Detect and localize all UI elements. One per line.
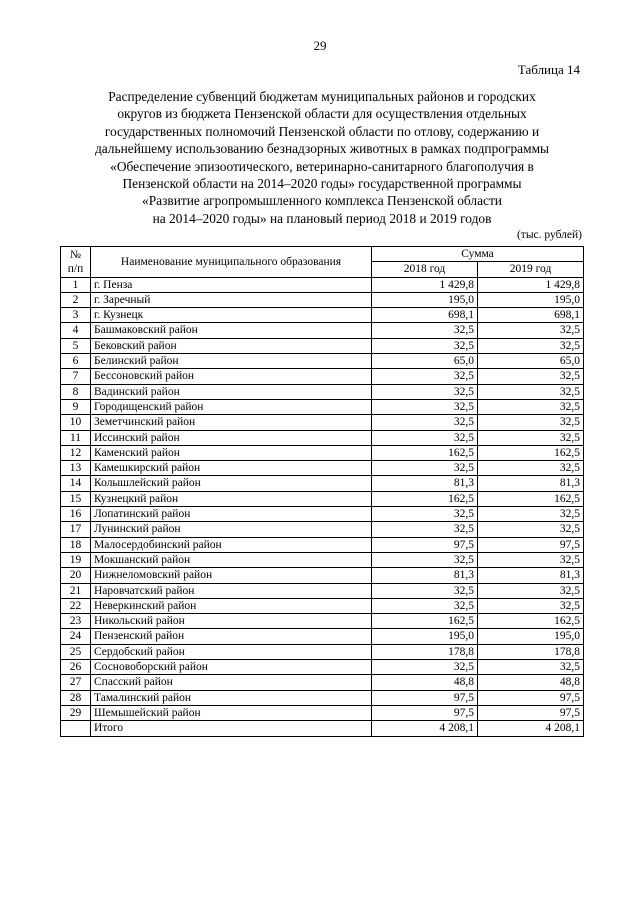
table-row [61,308,584,323]
row-value-2018: 32,5 [372,552,478,567]
row-name: Вадинский район [91,384,372,399]
row-value-2019: 162,5 [478,491,584,506]
row-value-2018: 48,8 [372,675,478,690]
table-row [61,705,584,720]
table-row [61,598,584,613]
row-value-2019: 81,3 [478,476,584,491]
row-value-2019: 1 429,8 [478,277,584,292]
row-name: Итого [91,721,372,736]
row-number: 7 [61,369,91,384]
row-name: Земетчинский район [91,415,372,430]
header-name: Наименование муниципального образования [91,247,372,278]
row-name: Никольский район [91,614,372,629]
row-value-2018: 97,5 [372,705,478,720]
row-name: г. Заречный [91,292,372,307]
row-value-2018: 1 429,8 [372,277,478,292]
row-number: 16 [61,507,91,522]
table-row [61,292,584,307]
row-number: 17 [61,522,91,537]
row-name: Городищенский район [91,399,372,414]
table-row [61,583,584,598]
row-value-2018: 32,5 [372,583,478,598]
row-name: Малосердобинский район [91,537,372,552]
row-value-2019: 178,8 [478,644,584,659]
row-value-2018: 195,0 [372,292,478,307]
row-value-2018: 32,5 [372,338,478,353]
row-number [61,721,91,736]
row-value-2018: 97,5 [372,537,478,552]
table-body [61,277,584,736]
row-name: Камешкирский район [91,461,372,476]
row-number: 5 [61,338,91,353]
table-row [61,552,584,567]
row-value-2018: 32,5 [372,507,478,522]
row-name: Каменский район [91,445,372,460]
table-row [61,537,584,552]
row-value-2018: 178,8 [372,644,478,659]
table-row [61,660,584,675]
title-line: Пензенской области на 2014–2020 годы» государственной программы [122,176,522,192]
row-number: 15 [61,491,91,506]
row-value-2018: 195,0 [372,629,478,644]
title-line: Распределение субвенций бюджетам муниципальных районов и городских [108,89,536,104]
row-value-2018: 162,5 [372,445,478,460]
row-name: Нижнеломовский район [91,568,372,583]
document-title [62,88,582,227]
table-label: Таблица 14 [517,62,580,77]
table-row [61,614,584,629]
row-name: Кузнецкий район [91,491,372,506]
row-number: 21 [61,583,91,598]
table-row [61,476,584,491]
table-row [61,384,584,399]
row-number: 3 [61,308,91,323]
row-value-2018: 32,5 [372,415,478,430]
row-value-2019: 48,8 [478,675,584,690]
row-name: Неверкинский район [91,598,372,613]
units-label: (тыс. рублей) [516,229,582,241]
row-number: 11 [61,430,91,445]
row-number: 20 [61,568,91,583]
subvention-table [60,246,584,737]
row-number: 24 [61,629,91,644]
table-row [61,445,584,460]
row-value-2018: 32,5 [372,660,478,675]
row-value-2018: 32,5 [372,461,478,476]
row-value-2019: 81,3 [478,568,584,583]
row-value-2019: 32,5 [478,583,584,598]
table-row [61,277,584,292]
row-name: Наровчатский район [91,583,372,598]
row-value-2018: 32,5 [372,323,478,338]
row-number: 13 [61,461,91,476]
row-value-2018: 32,5 [372,430,478,445]
row-number: 29 [61,705,91,720]
row-number: 4 [61,323,91,338]
row-number: 23 [61,614,91,629]
row-number: 22 [61,598,91,613]
row-value-2019: 32,5 [478,660,584,675]
row-name: Бессоновский район [91,369,372,384]
table-row [61,461,584,476]
page-number: 29 [313,38,327,53]
row-name: Пензенский район [91,629,372,644]
row-value-2018: 162,5 [372,614,478,629]
row-name: Тамалинский район [91,690,372,705]
row-value-2019: 32,5 [478,323,584,338]
row-name: Белинский район [91,354,372,369]
table-row [61,430,584,445]
row-name: Сердобский район [91,644,372,659]
row-value-2019: 32,5 [478,598,584,613]
row-value-2018: 32,5 [372,369,478,384]
title-line: округов из бюджета Пензенской области для осуществления отдельных [117,106,527,122]
row-name: Мокшанский район [91,552,372,567]
table-row [61,354,584,369]
row-number: 18 [61,537,91,552]
row-value-2019: 32,5 [478,338,584,353]
table-row [61,507,584,522]
row-value-2019: 32,5 [478,507,584,522]
row-number: 12 [61,445,91,460]
row-name: Иссинский район [91,430,372,445]
row-value-2019: 97,5 [478,690,584,705]
title-line: дальнейшему использованию безнадзорных животных в рамках подпрограммы [94,141,550,157]
row-number: 27 [61,675,91,690]
row-value-2019: 32,5 [478,552,584,567]
row-value-2018: 698,1 [372,308,478,323]
row-value-2018: 65,0 [372,354,478,369]
row-name: Шемышейский район [91,705,372,720]
row-name: Колышлейский район [91,476,372,491]
row-number: 10 [61,415,91,430]
row-value-2018: 97,5 [372,690,478,705]
row-name: Лунинский район [91,522,372,537]
row-number: 25 [61,644,91,659]
header-number [61,247,91,278]
row-value-2018: 81,3 [372,568,478,583]
row-value-2018: 32,5 [372,598,478,613]
row-value-2019: 4 208,1 [478,721,584,736]
table-row [61,675,584,690]
title-line: «Обеспечение эпизоотического, ветеринарно-санитарного благополучия в [110,158,534,174]
table-row [61,629,584,644]
row-name: г. Пенза [91,277,372,292]
row-number: 9 [61,399,91,414]
row-name: Спасский район [91,675,372,690]
table-row [61,522,584,537]
row-value-2019: 162,5 [478,614,584,629]
row-number: 19 [61,552,91,567]
row-value-2018: 32,5 [372,522,478,537]
row-value-2019: 32,5 [478,384,584,399]
row-number: 26 [61,660,91,675]
row-value-2019: 32,5 [478,369,584,384]
row-value-2019: 162,5 [478,445,584,460]
row-value-2019: 65,0 [478,354,584,369]
row-name: г. Кузнецк [91,308,372,323]
row-value-2019: 32,5 [478,522,584,537]
row-value-2019: 32,5 [478,430,584,445]
table-row [61,338,584,353]
row-value-2018: 162,5 [372,491,478,506]
title-line: на 2014–2020 годы» на плановый период 2018 и 2019 годов [152,210,492,226]
row-value-2019: 97,5 [478,537,584,552]
table-row [61,399,584,414]
table-row [61,568,584,583]
title-line: «Развитие агропромышленного комплекса Пензенской области [142,193,502,209]
row-value-2019: 32,5 [478,399,584,414]
row-value-2019: 195,0 [478,629,584,644]
table-row [61,415,584,430]
row-name: Сосновоборский район [91,660,372,675]
row-number: 28 [61,690,91,705]
table-row [61,369,584,384]
table-row [61,690,584,705]
row-value-2018: 81,3 [372,476,478,491]
row-name: Бековский район [91,338,372,353]
row-name: Башмаковский район [91,323,372,338]
table-row [61,491,584,506]
row-number: 14 [61,476,91,491]
header-number-line2: п/п [67,262,84,275]
row-value-2019: 97,5 [478,705,584,720]
row-value-2018: 32,5 [372,399,478,414]
row-value-2018: 32,5 [372,384,478,399]
row-value-2019: 195,0 [478,292,584,307]
header-year-2018: 2018 год [372,262,478,277]
header-year-2019: 2019 год [478,262,584,277]
row-number: 8 [61,384,91,399]
row-value-2019: 698,1 [478,308,584,323]
table-total-row [61,721,584,736]
row-value-2019: 32,5 [478,461,584,476]
row-value-2019: 32,5 [478,415,584,430]
table-row [61,644,584,659]
row-value-2018: 4 208,1 [372,721,478,736]
table-row [61,323,584,338]
row-name: Лопатинский район [91,507,372,522]
header-number-line1: № [70,248,81,261]
row-number: 6 [61,354,91,369]
row-number: 2 [61,292,91,307]
header-sum: Сумма [372,247,584,262]
title-line: государственных полномочий Пензенской области по отлову, содержанию и [104,123,540,139]
row-number: 1 [61,277,91,292]
